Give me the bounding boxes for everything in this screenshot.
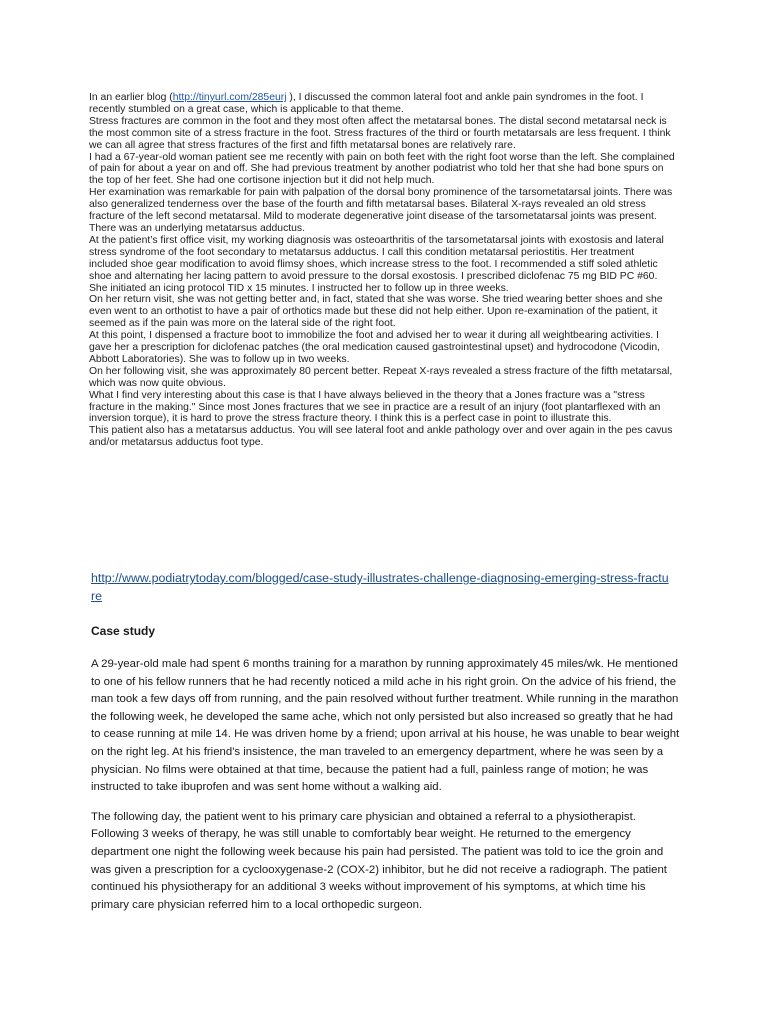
blog-paragraph: What I find very interesting about this case is that I have always believed in the theory that a Jones fracture was a "stress fracture in the making." Since most Jones fractures that we see in practice are a result of an injury (foot plantarflexed with an inversion torque), it is hard to prove the stress fracture theory. I think this is a perfect case in point to illustrate this. <box>89 389 661 425</box>
blog-paragraph: Stress fractures are common in the foot and they most often affect the metatarsal bones. The distal second metatarsal neck is the most common site of a stress fracture in the foot. Stress fractures of the third or fourth metatarsals are less frequent. I think we can all agree that stress fractures of the first and fifth metatarsal bones are relatively rare. <box>89 115 671 151</box>
blog-paragraph-rest: ), I discussed the common lateral foot and ankle pain syndromes in the foot. I recently stumbled on a great case, which is applicable to that theme. <box>89 92 644 115</box>
blog-paragraph: At the patient’s first office visit, my working diagnosis was osteoarthritis of the tarsometatarsal joints with exostosis and lateral stress syndrome of the foot secondary to metatarsus adductus. I call this condition metatarsal periostitis. Her treatment included shoe gear modification to avoid flimsy shoes, which increase stress to the foot. I recommended a stiff soled athletic shoe and alternating her lacing pattern to avoid pressure to the dorsal exostosis. I prescribed diclofenac 75 mg BID PC #60. She initiated an icing protocol TID x 15 minutes. I instructed her to follow up in three weeks. <box>89 234 664 294</box>
blog-link[interactable]: http://tinyurl.com/285eurj <box>172 92 287 103</box>
blog-paragraph <box>89 92 675 116</box>
case-study-heading: Case study <box>91 624 156 638</box>
case-paragraph: A 29-year-old male had spent 6 months training for a marathon by running approximately 45 miles/wk. He mentioned to one of his fellow runners that he had recently noticed a mild ache in his right groin. On the advice of his friend, the man took a few days off from running, and the pain resolved without further treatment. While running in the marathon the following week, he developed the same ache, which not only persisted but also increased so greatly that he had to cease running at mile 14. He was driven home by a friend; upon arrival at his house, he was unable to bear weight on the right leg. At his friend's insistence, the man traveled to an emergency department, where he was seen by a physician. No films were obtained at that time, because the patient had a full, painless range of motion; he was instructed to take ibuprofen and was sent home without a walking aid. <box>91 658 680 794</box>
blog-paragraph: This patient also has a metatarsus adductus. You will see lateral foot and ankle pathology over and over again in the pes cavus and/or metatarsus adductus foot type. <box>89 425 673 449</box>
blog-paragraph: Her examination was remarkable for pain with palpation of the dorsal bony prominence of the tarsometatarsal joints. There was also generalized tenderness over the base of the fourth and fifth metatarsal bases. Bilateral X-rays revealed an old stress fracture of the left second metatarsal. Mild to moderate degenerative joint disease of the tarsometatarsal joints was present. There was an underlying metatarsus adductus. <box>89 187 673 234</box>
blog-excerpt <box>89 92 675 449</box>
case-study-body <box>91 656 681 926</box>
blog-paragraph: I had a 67-year-old woman patient see me recently with pain on both feet with the right foot worse than the left. She complained of pain for about a year on and off. She had previous treatment by another podiatrist who told her that she had bone spurs on the top of her feet. She had one cortisone injection but it did not help much. <box>89 151 675 187</box>
blog-paragraph: On her return visit, she was not getting better and, in fact, stated that she was worse. She tried wearing better shoes and she even went to an orthotist to have a pair of orthotics made but these did not help either. Upon re-examination of the patient, it seemed as if the pain was more on the lateral side of the right foot. <box>89 294 663 330</box>
blog-paragraph-lead: In an earlier blog ( <box>89 92 173 103</box>
source-link[interactable]: http://www.podiatrytoday.com/blogged/case-study-illustrates-challenge-diagnosing-emerging-stress-fracture <box>91 571 669 603</box>
blog-paragraph: At this point, I dispensed a fracture boot to immobilize the foot and advised her to wear it during all weightbearing activities. I gave her a prescription for diclofenac patches (the oral medication caused gastrointestinal upset) and hydrocodone (Vicodin, Abbott Laboratories). She was to follow up in two weeks. <box>89 330 661 365</box>
blog-paragraph: On her following visit, she was approximately 80 percent better. Repeat X-rays revealed a stress fracture of the fifth metatarsal, which was now quite obvious. <box>89 365 673 389</box>
case-paragraph: The following day, the patient went to his primary care physician and obtained a referral to a physiotherapist. Following 3 weeks of therapy, he was still unable to comfortably bear weight. He returned to the emergency department one night the following week because his pain had persisted. The patient was told to ice the groin and was given a prescription for a cyclooxygenase-2 (COX-2) inhibitor, but he did not receive a radiograph. The patient continued his physiotherapy for an additional 3 weeks without improvement of his symptoms, at which time his primary care physician referred him to a local orthopedic surgeon. <box>91 810 667 911</box>
